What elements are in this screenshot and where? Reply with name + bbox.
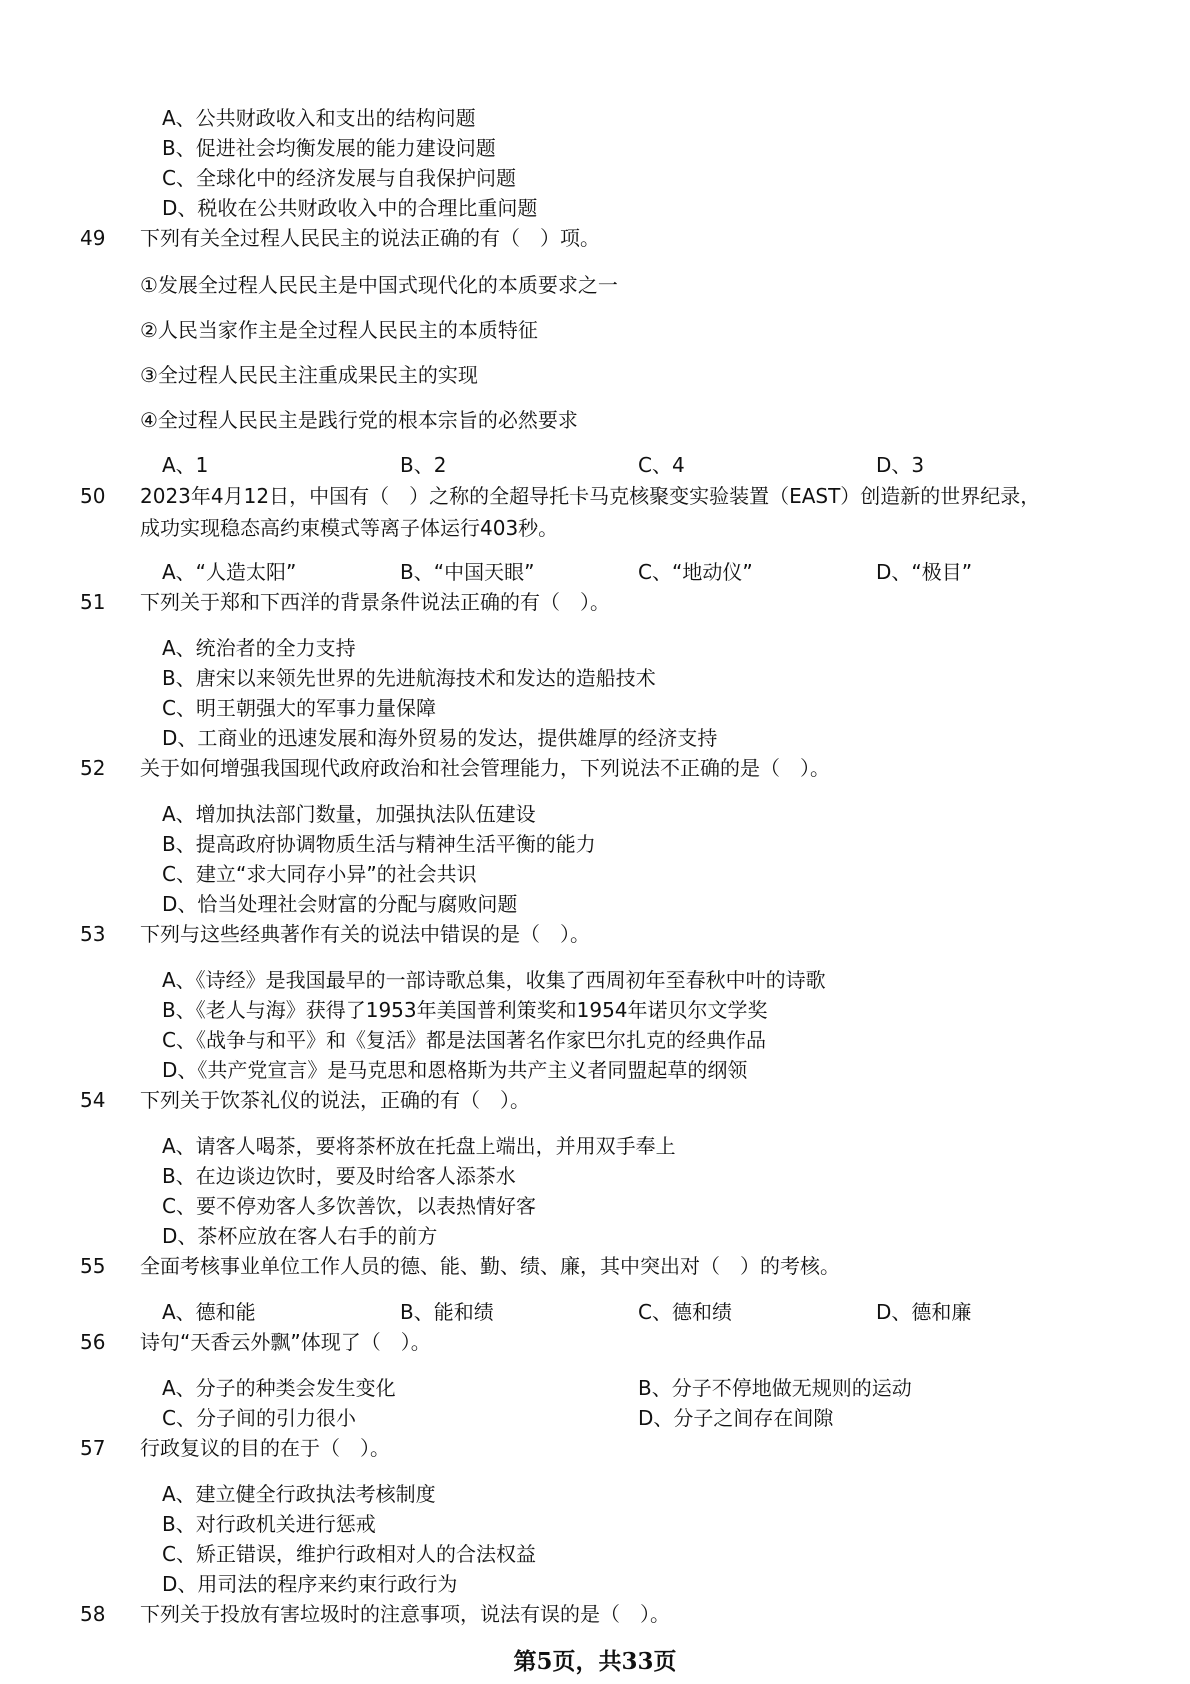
option-b: B、提高政府协调物质生活与精神生活平衡的能力 <box>162 832 596 856</box>
option-b: B、2 <box>400 453 447 477</box>
question-number: 51 <box>80 590 106 614</box>
option-a: A、德和能 <box>162 1300 256 1324</box>
option-a: A、公共财政收入和支出的结构问题 <box>162 106 476 130</box>
option-a: A、“人造太阳” <box>162 560 297 584</box>
option-b: B、“中国天眼” <box>400 560 535 584</box>
question-stem: 下列有关全过程人民民主的说法正确的有（ ）项。 <box>140 226 600 250</box>
option-c: C、明王朝强大的军事力量保障 <box>162 696 436 720</box>
option-b: B、能和绩 <box>400 1300 494 1324</box>
question-stem: 下列关于郑和下西洋的背景条件说法正确的有（ ）。 <box>140 590 610 614</box>
option-d: D、恰当处理社会财富的分配与腐败问题 <box>162 892 518 916</box>
question-number: 53 <box>80 922 106 946</box>
question-stem-line: 成功实现稳态高约束模式等离子体运行403秒。 <box>140 516 559 540</box>
question-stem: 下列关于投放有害垃圾时的注意事项，说法有误的是（ ）。 <box>140 1602 670 1626</box>
question-stem: 下列关于饮茶礼仪的说法，正确的有（ ）。 <box>140 1088 530 1112</box>
option-b: B、促进社会均衡发展的能力建设问题 <box>162 136 496 160</box>
option-c: C、要不停劝客人多饮善饮，以表热情好客 <box>162 1194 536 1218</box>
option-a: A、建立健全行政执法考核制度 <box>162 1482 436 1506</box>
statement-1: ①发展全过程人民民主是中国式现代化的本质要求之一 <box>140 273 618 297</box>
option-a: A、统治者的全力支持 <box>162 636 356 660</box>
question-stem: 下列与这些经典著作有关的说法中错误的是（ ）。 <box>140 922 590 946</box>
option-d: D、《共产党宣言》是马克思和恩格斯为共产主义者同盟起草的纲领 <box>162 1058 748 1082</box>
question-stem: 全面考核事业单位工作人员的德、能、勤、绩、廉，其中突出对（ ）的考核。 <box>140 1254 840 1278</box>
option-b: B、《老人与海》获得了1953年美国普利策奖和1954年诺贝尔文学奖 <box>162 998 768 1022</box>
option-a: A、《诗经》是我国最早的一部诗歌总集，收集了西周初年至春秋中叶的诗歌 <box>162 968 826 992</box>
statement-3: ③全过程人民民主注重成果民主的实现 <box>140 363 478 387</box>
question-number: 55 <box>80 1254 106 1278</box>
option-d: D、工商业的迅速发展和海外贸易的发达，提供雄厚的经济支持 <box>162 726 718 750</box>
option-a: A、增加执法部门数量，加强执法队伍建设 <box>162 802 536 826</box>
option-d: D、3 <box>876 453 925 477</box>
option-d: D、税收在公共财政收入中的合理比重问题 <box>162 196 538 220</box>
option-c: C、“地动仪” <box>638 560 753 584</box>
option-a: A、请客人喝茶，要将茶杯放在托盘上端出，并用双手奉上 <box>162 1134 676 1158</box>
page-number: 第5页，共33页 <box>513 1648 677 1675</box>
statement-2: ②人民当家作主是全过程人民民主的本质特征 <box>140 318 538 342</box>
option-b: B、在边谈边饮时，要及时给客人添茶水 <box>162 1164 516 1188</box>
option-c: C、全球化中的经济发展与自我保护问题 <box>162 166 516 190</box>
option-c: C、建立“求大同存小异”的社会共识 <box>162 862 477 886</box>
option-c: C、德和绩 <box>638 1300 732 1324</box>
question-stem-line: 2023年4月12日，中国有（ ）之称的全超导托卡马克核聚变实验装置（EAST）创造新的世界纪录， <box>140 484 1041 508</box>
question-number: 50 <box>80 484 106 508</box>
option-c: C、矫正错误，维护行政相对人的合法权益 <box>162 1542 536 1566</box>
question-number: 56 <box>80 1330 106 1354</box>
question-number: 58 <box>80 1602 106 1626</box>
option-b: B、唐宋以来领先世界的先进航海技术和发达的造船技术 <box>162 666 656 690</box>
option-a: A、分子的种类会发生变化 <box>162 1376 396 1400</box>
option-c: C、《战争与和平》和《复活》都是法国著名作家巴尔扎克的经典作品 <box>162 1028 766 1052</box>
statement-4: ④全过程人民民主是践行党的根本宗旨的必然要求 <box>140 408 578 432</box>
question-stem: 行政复议的目的在于（ ）。 <box>140 1436 390 1460</box>
question-number: 57 <box>80 1436 106 1460</box>
question-number: 49 <box>80 226 106 250</box>
option-d: D、“极目” <box>876 560 973 584</box>
question-stem: 诗句“天香云外飘”体现了（ ）。 <box>140 1330 431 1354</box>
question-number: 52 <box>80 756 106 780</box>
option-b: B、对行政机关进行惩戒 <box>162 1512 376 1536</box>
option-d: D、德和廉 <box>876 1300 972 1324</box>
option-d: D、用司法的程序来约束行政行为 <box>162 1572 458 1596</box>
option-d: D、茶杯应放在客人右手的前方 <box>162 1224 438 1248</box>
question-stem: 关于如何增强我国现代政府政治和社会管理能力，下列说法不正确的是（ ）。 <box>140 756 830 780</box>
option-b: B、分子不停地做无规则的运动 <box>638 1376 912 1400</box>
question-number: 54 <box>80 1088 106 1112</box>
option-c: C、分子间的引力很小 <box>162 1406 356 1430</box>
option-c: C、4 <box>638 453 685 477</box>
option-d: D、分子之间存在间隙 <box>638 1406 834 1430</box>
option-a: A、1 <box>162 453 209 477</box>
